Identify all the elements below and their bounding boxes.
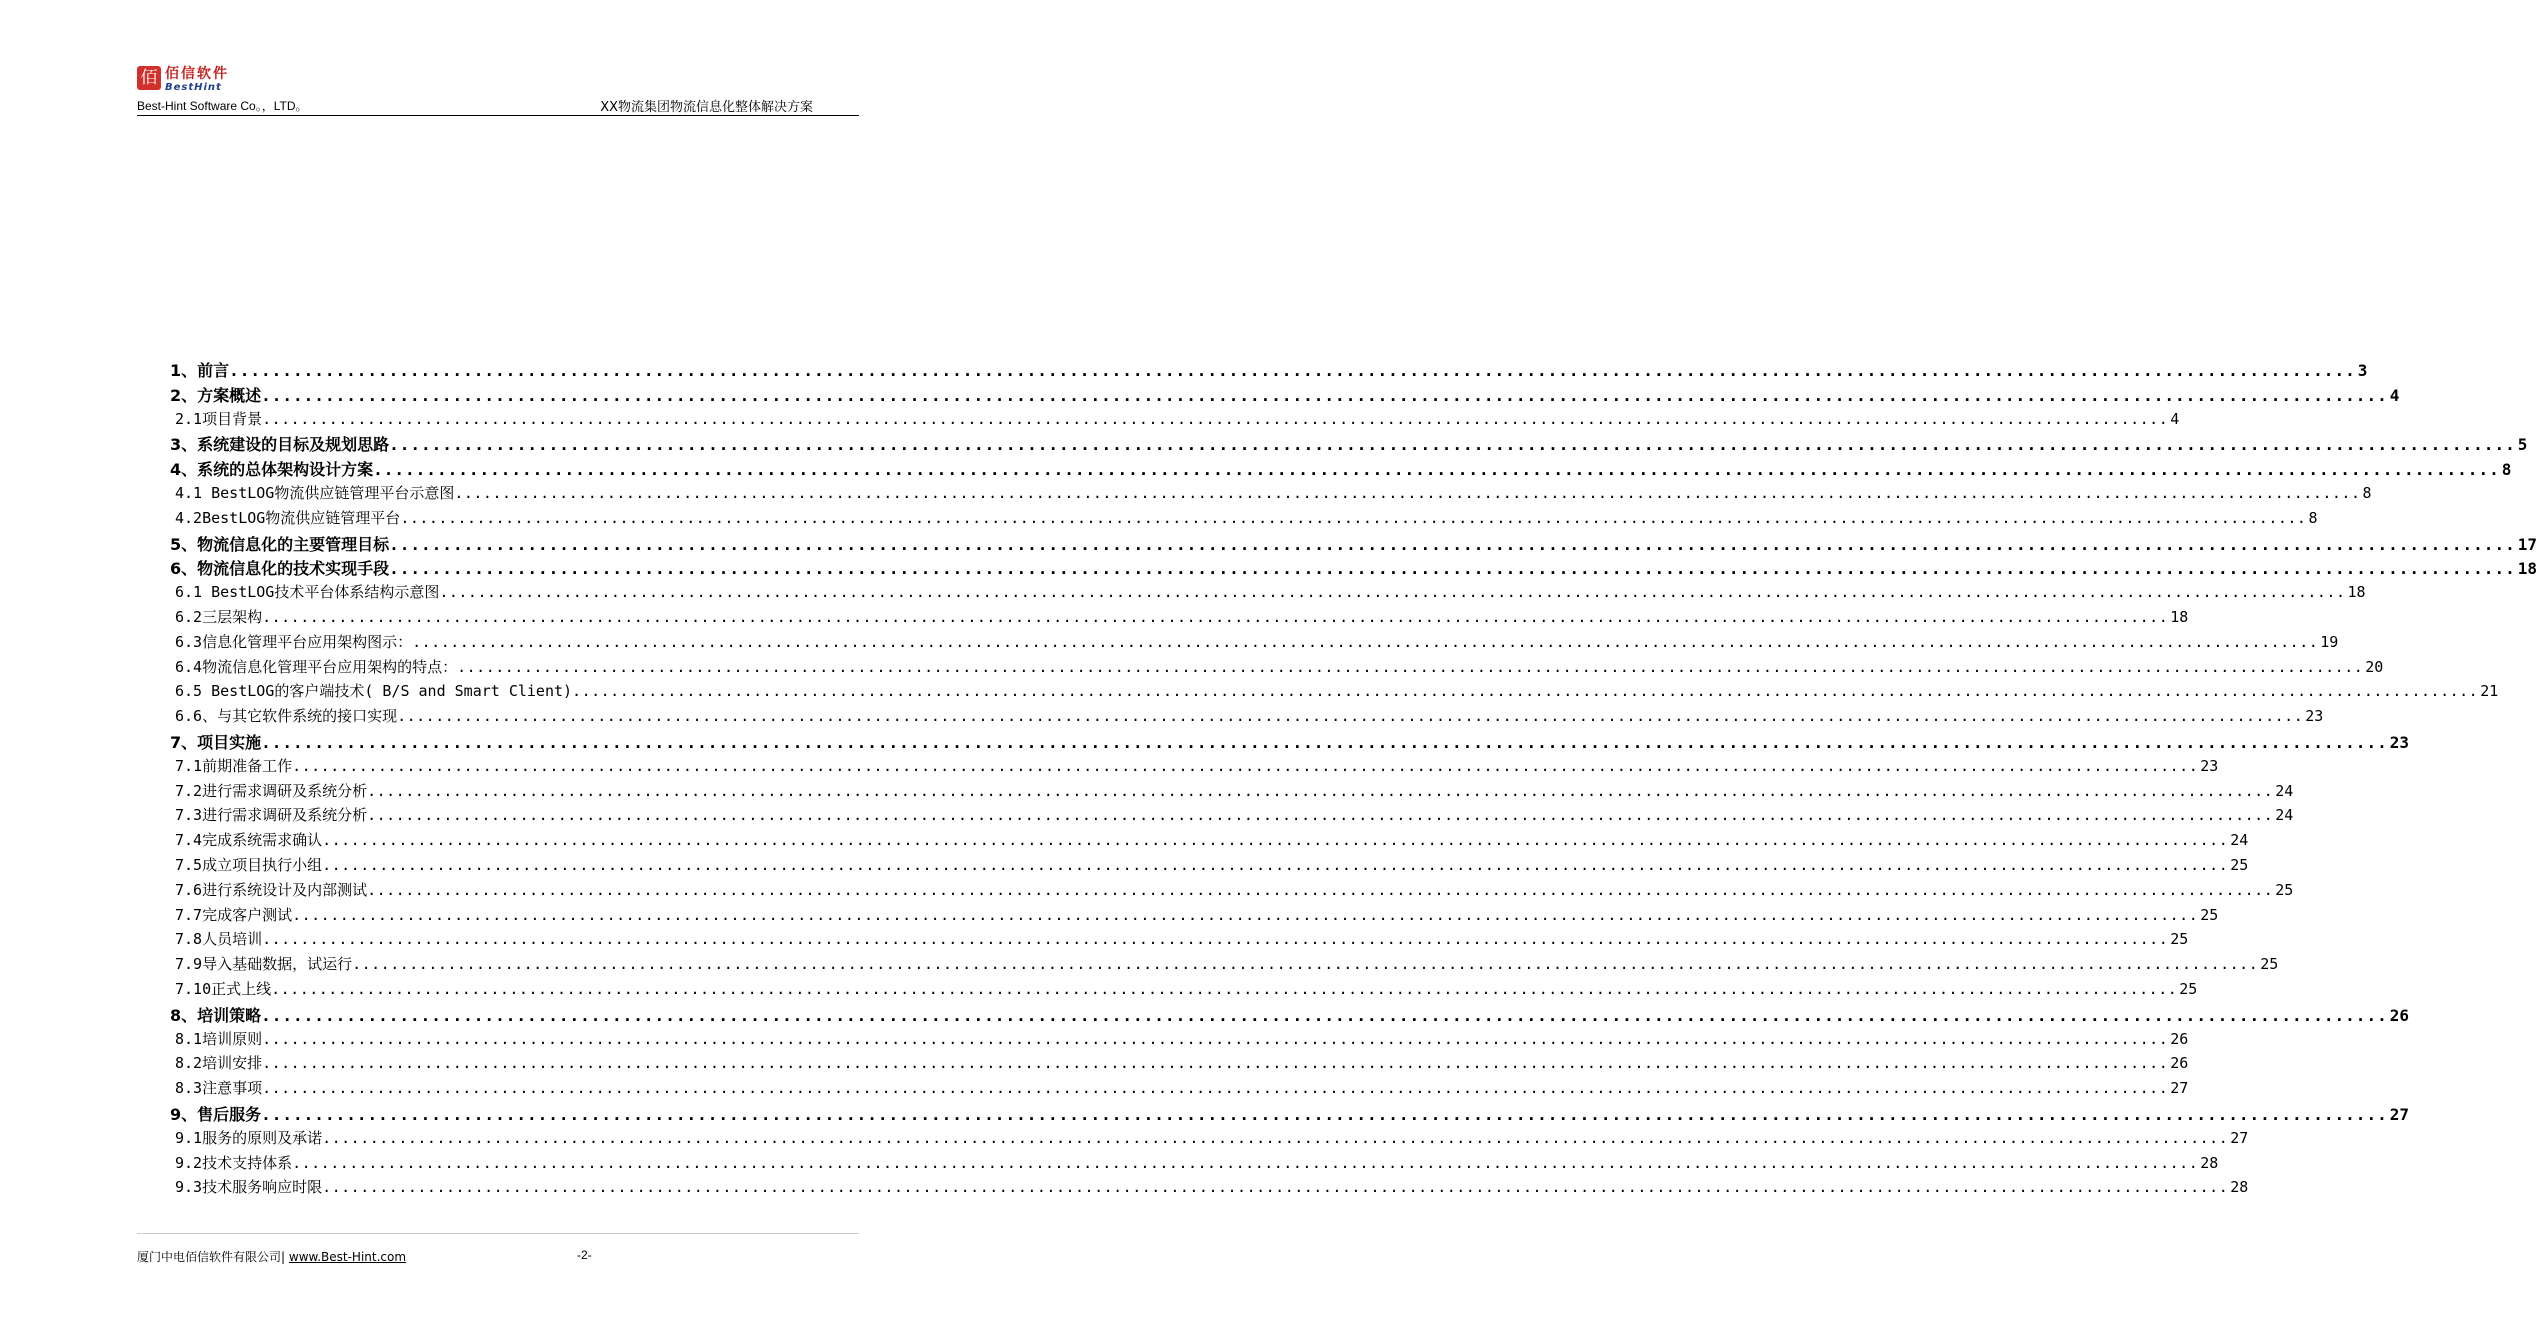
toc-dot-leader: ........................................................................................................................................................................................................ (262, 1054, 2169, 1073)
toc-entry-page: 18 (2517, 559, 2537, 579)
toc-chapter-entry[interactable] (170, 383, 2400, 408)
toc-entry-title: 9、售后服务 (170, 1104, 262, 1124)
toc-entry-page: 4 (2389, 385, 2400, 405)
toc-entry-title: 6.4物流信息化管理平台应用架构的特点： (175, 657, 458, 676)
toc-section-entry[interactable] (170, 1077, 2189, 1102)
toc-section-entry[interactable] (170, 705, 2324, 730)
toc-dot-leader: ........................................................................................................................................................................................................ (322, 831, 2229, 850)
toc-entry-title: 5、物流信息化的主要管理目标 (170, 534, 390, 554)
toc-entry-title: 4.2BestLOG物流供应链管理平台 (175, 508, 401, 527)
toc-dot-leader: ........................................................................................................................................................................................................ (400, 508, 2307, 527)
toc-entry-page: 8 (2362, 483, 2372, 502)
toc-entry-title: 6.2三层架构 (175, 607, 263, 626)
toc-dot-leader: ........................................................................................................................................................................................................ (322, 1128, 2229, 1147)
company-english-name: Best-Hint Software Co。，LTD。 (137, 99, 308, 113)
toc-entry-title: 7.10正式上线 (175, 979, 272, 998)
toc-entry-title: 3、系统建设的目标及规划思路 (170, 435, 390, 455)
toc-chapter-entry[interactable] (170, 556, 2537, 581)
toc-entry-title: 7.3进行需求调研及系统分析 (175, 806, 368, 825)
toc-entry-page: 17 (2517, 534, 2537, 554)
toc-entry-page: 25 (2170, 930, 2189, 949)
toc-dot-leader: ........................................................................................................................................................................................................ (439, 583, 2346, 602)
toc-entry-page: 23 (2200, 756, 2219, 775)
toc-entry-page: 18 (2170, 607, 2189, 626)
toc-dot-leader: ........................................................................................................................................................................................................ (322, 855, 2229, 874)
toc-section-entry[interactable] (170, 1176, 2249, 1201)
footer-company: 厦门中电佰信软件有限公司| (137, 1250, 286, 1264)
toc-entry-page: 24 (2230, 831, 2249, 850)
toc-section-entry[interactable] (170, 631, 2339, 656)
toc-entry-title: 7.1前期准备工作 (175, 756, 293, 775)
toc-entry-title: 6.1 BestLOG技术平台体系结构示意图 (175, 583, 440, 602)
toc-section-entry[interactable] (170, 680, 2499, 705)
toc-dot-leader: ........................................................................................................................................................................................................ (389, 534, 2516, 554)
toc-section-entry[interactable] (170, 904, 2219, 929)
toc-chapter-entry[interactable] (170, 1102, 2409, 1127)
toc-entry-page: 18 (2347, 583, 2366, 602)
toc-chapter-entry[interactable] (170, 358, 2368, 383)
footer-website-link[interactable]: www.Best-Hint.com (288, 1250, 407, 1264)
toc-entry-page: 21 (2480, 682, 2499, 701)
toc-dot-leader: ........................................................................................................................................................................................................ (262, 930, 2169, 949)
toc-dot-leader: ........................................................................................................................................................................................................ (262, 409, 2169, 428)
toc-dot-leader: ........................................................................................................................................................................................................ (261, 385, 2388, 405)
toc-dot-leader: ........................................................................................................................................................................................................ (292, 1153, 2199, 1172)
logo-chinese-name: 佰信软件 (165, 66, 229, 82)
toc-chapter-entry[interactable] (170, 730, 2409, 755)
toc-entry-title: 1、前言 (170, 361, 230, 380)
toc-chapter-entry[interactable] (170, 457, 2512, 482)
toc-entry-page: 28 (2230, 1178, 2249, 1197)
toc-entry-page: 23 (2389, 732, 2409, 752)
toc-entry-page: 27 (2170, 1079, 2189, 1098)
toc-entry-page: 25 (2179, 979, 2198, 998)
toc-section-entry[interactable] (170, 606, 2189, 631)
toc-entry-title: 7、项目实施 (170, 732, 262, 752)
toc-section-entry[interactable] (170, 978, 2198, 1003)
table-of-contents (170, 358, 2537, 1201)
toc-entry-page: 8 (2308, 508, 2318, 527)
toc-dot-leader: ........................................................................................................................................................................................................ (367, 781, 2274, 800)
toc-dot-leader: ........................................................................................................................................................................................................ (229, 361, 2356, 380)
toc-entry-title: 7.2进行需求调研及系统分析 (175, 781, 368, 800)
toc-section-entry[interactable] (170, 854, 2249, 879)
toc-dot-leader: ........................................................................................................................................................................................................ (457, 657, 2364, 676)
toc-dot-leader: ........................................................................................................................................................................................................ (397, 707, 2304, 726)
toc-section-entry[interactable] (170, 1052, 2189, 1077)
toc-entry-title: 7.9导入基础数据，试运行 (175, 955, 353, 974)
toc-dot-leader: ........................................................................................................................................................................................................ (261, 1104, 2388, 1124)
toc-entry-title: 7.5成立项目执行小组 (175, 855, 323, 874)
toc-entry-title: 2、方案概述 (170, 385, 262, 405)
toc-entry-page: 26 (2389, 1005, 2409, 1025)
toc-dot-leader: ........................................................................................................................................................................................................ (271, 979, 2178, 998)
toc-chapter-entry[interactable] (170, 532, 2537, 557)
toc-entry-page: 25 (2275, 880, 2294, 899)
toc-entry-page: 24 (2275, 781, 2294, 800)
toc-entry-page: 19 (2320, 632, 2339, 651)
logo-english-name: BestHint (165, 82, 222, 93)
toc-entry-title: 9.3技术服务响应时限 (175, 1178, 323, 1197)
toc-entry-title: 9.1服务的原则及承诺 (175, 1128, 323, 1147)
document-title: XX物流集团物流信息化整体解决方案 (600, 100, 813, 115)
toc-section-entry[interactable] (170, 780, 2294, 805)
toc-dot-leader: ........................................................................................................................................................................................................ (322, 1178, 2229, 1197)
toc-entry-page: 25 (2230, 855, 2249, 874)
toc-dot-leader: ........................................................................................................................................................................................................ (367, 880, 2274, 899)
toc-section-entry[interactable] (170, 879, 2294, 904)
toc-dot-leader: ........................................................................................................................................................................................................ (262, 607, 2169, 626)
toc-entry-title: 8.3注意事项 (175, 1079, 263, 1098)
toc-entry-page: 25 (2260, 955, 2279, 974)
toc-section-entry[interactable] (170, 928, 2189, 953)
toc-section-entry[interactable] (170, 829, 2249, 854)
toc-entry-page: 27 (2230, 1128, 2249, 1147)
toc-entry-page: 8 (2501, 460, 2512, 480)
page-header (137, 66, 859, 118)
toc-entry-page: 20 (2365, 657, 2384, 676)
toc-section-entry[interactable] (170, 1127, 2249, 1152)
toc-section-entry[interactable] (170, 507, 2318, 532)
footer-divider (137, 1233, 859, 1234)
toc-dot-leader: ........................................................................................................................................................................................................ (262, 1079, 2169, 1098)
toc-chapter-entry[interactable] (170, 432, 2528, 457)
toc-dot-leader: ........................................................................................................................................................................................................ (412, 632, 2319, 651)
toc-entry-page: 24 (2275, 806, 2294, 825)
toc-dot-leader: ........................................................................................................................................................................................................ (389, 559, 2516, 579)
toc-entry-title: 6.5 BestLOG的客户端技术( B/S and Smart Client) (175, 682, 573, 701)
toc-section-entry[interactable] (170, 804, 2294, 829)
toc-entry-title: 6、物流信息化的技术实现手段 (170, 559, 390, 579)
toc-entry-title: 8.2培训安排 (175, 1054, 263, 1073)
toc-entry-title: 7.4完成系统需求确认 (175, 831, 323, 850)
toc-dot-leader: ........................................................................................................................................................................................................ (373, 460, 2500, 480)
toc-entry-page: 28 (2200, 1153, 2219, 1172)
toc-entry-title: 7.8人员培训 (175, 930, 263, 949)
toc-entry-title: 6.3信息化管理平台应用架构图示： (175, 632, 413, 651)
toc-entry-page: 27 (2389, 1104, 2409, 1124)
toc-chapter-entry[interactable] (170, 1003, 2409, 1028)
toc-section-entry[interactable] (170, 482, 2372, 507)
toc-entry-title: 9.2技术支持体系 (175, 1153, 293, 1172)
toc-dot-leader: ........................................................................................................................................................................................................ (292, 756, 2199, 775)
toc-section-entry[interactable] (170, 581, 2366, 606)
toc-entry-page: 4 (2170, 409, 2180, 428)
toc-entry-title: 6.6、与其它软件系统的接口实现 (175, 707, 398, 726)
toc-entry-title: 4、系统的总体架构设计方案 (170, 460, 374, 480)
toc-entry-page: 3 (2357, 361, 2368, 380)
toc-dot-leader: ........................................................................................................................................................................................................ (367, 806, 2274, 825)
page-number: -2- (577, 1248, 592, 1262)
toc-entry-title: 2.1项目背景 (175, 409, 263, 428)
toc-entry-page: 26 (2170, 1029, 2189, 1048)
logo-mark: 佰 (137, 66, 161, 90)
toc-section-entry[interactable] (170, 656, 2384, 681)
toc-dot-leader: ........................................................................................................................................................................................................ (572, 682, 2479, 701)
toc-section-entry[interactable] (170, 1152, 2219, 1177)
toc-entry-title: 7.7完成客户测试 (175, 905, 293, 924)
toc-dot-leader: ........................................................................................................................................................................................................ (352, 955, 2259, 974)
toc-dot-leader: ........................................................................................................................................................................................................ (292, 905, 2199, 924)
toc-dot-leader: ........................................................................................................................................................................................................ (261, 732, 2388, 752)
toc-entry-title: 4.1 BestLOG物流供应链管理平台示意图 (175, 483, 455, 502)
toc-section-entry[interactable] (170, 953, 2279, 978)
toc-entry-page: 25 (2200, 905, 2219, 924)
toc-section-entry[interactable] (170, 1028, 2189, 1053)
toc-entry-page: 5 (2517, 435, 2528, 455)
toc-dot-leader: ........................................................................................................................................................................................................ (261, 1005, 2388, 1025)
company-logo (137, 66, 229, 96)
toc-entry-title: 8、培训策略 (170, 1005, 262, 1025)
toc-section-entry[interactable] (170, 755, 2219, 780)
page-footer (137, 1248, 406, 1265)
toc-entry-title: 7.6进行系统设计及内部测试 (175, 880, 368, 899)
toc-section-entry[interactable] (170, 408, 2180, 433)
toc-dot-leader: ........................................................................................................................................................................................................ (262, 1029, 2169, 1048)
header-divider (137, 115, 859, 116)
toc-entry-page: 26 (2170, 1054, 2189, 1073)
toc-entry-page: 23 (2305, 707, 2324, 726)
toc-dot-leader: ........................................................................................................................................................................................................ (454, 483, 2361, 502)
toc-dot-leader: ........................................................................................................................................................................................................ (389, 435, 2516, 455)
toc-entry-title: 8.1培训原则 (175, 1029, 263, 1048)
